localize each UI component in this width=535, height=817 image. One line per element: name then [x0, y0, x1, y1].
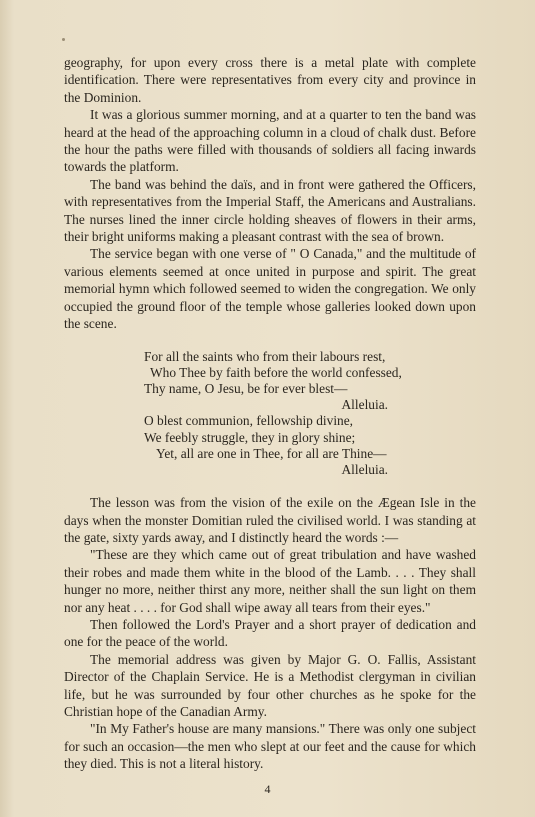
hymn-refrain: Alleluia. [341, 461, 388, 477]
paper-speck [62, 38, 65, 41]
paragraph: It was a glorious summer morning, and at a quarter to ten the band was heard at the head of the approaching column in a cloud of chalk dust. Before the hour the paths were filled with thousands of soldiers all facing inwards towards the platform. [64, 107, 476, 175]
hymn-line: Thy name, O Jesu, be for ever blest— [144, 380, 348, 396]
paragraph: The band was behind the daïs, and in front were gathered the Officers, with representatives from the Imperial Staff, the Americans and Australians. The nurses lined the inner circle holding sheaves of flowers in their arms, their bright uniforms making a pleasant contrast with the sea of brown. [64, 176, 476, 245]
hymn-line: Yet, all are one in Thee, for all are Thine— [156, 445, 387, 461]
hymn-line: We feebly struggle, they in glory shine; [144, 429, 356, 445]
paragraph: geography, for upon every cross there is a metal plate with complete identification. There were representatives from every city and province in the Dominion. [64, 55, 476, 105]
hymn-line: Who Thee by faith before the world confessed, [150, 364, 402, 380]
hymn-refrain: Alleluia. [341, 397, 388, 413]
paragraph: "These are they which came out of great tribulation and have washed their robes and made them white in the blood of the Lamb. . . . They shall hunger no more, neither thirst any more, neither shall the sun light on them nor any heat . . . . for God shall wipe away all tears from their eyes." [64, 547, 476, 615]
paragraph: The lesson was from the vision of the exile on the Ægean Isle in the days when the monster Domitian ruled the civilised world. I was standing at the gate, sixty yards away, and I distinctly heard the words :— [64, 495, 476, 545]
hymn-quotation [144, 349, 414, 479]
paragraph: The memorial address was given by Major G. O. Fallis, Assistant Director of the Chaplain Service. He is a Methodist clergyman in civilian life, but he was surrounded by four other churches as he spoke for the Christian hope of the Canadian Army. [64, 651, 476, 719]
page-number: 4 [264, 782, 271, 796]
paragraph: The service began with one verse of " O Canada," and the multitude of various elements seemed at once united in purpose and spirit. The great memorial hymn which followed seemed to widen the congregation. We only occupied the ground floor of the temple whose galleries looked down upon the scene. [64, 246, 476, 332]
hymn-line: O blest communion, fellowship divine, [144, 413, 354, 429]
body-text [64, 54, 476, 773]
paragraph: "In My Father's house are many mansions." There was only one subject for such an occasion—the men who slept at our feet and the cause for which they died. This is not a literal history. [64, 721, 476, 772]
hymn-line: For all the saints who from their labours rest, [144, 348, 386, 364]
paragraph: Then followed the Lord's Prayer and a short prayer of dedication and one for the peace of the world. [64, 616, 476, 650]
